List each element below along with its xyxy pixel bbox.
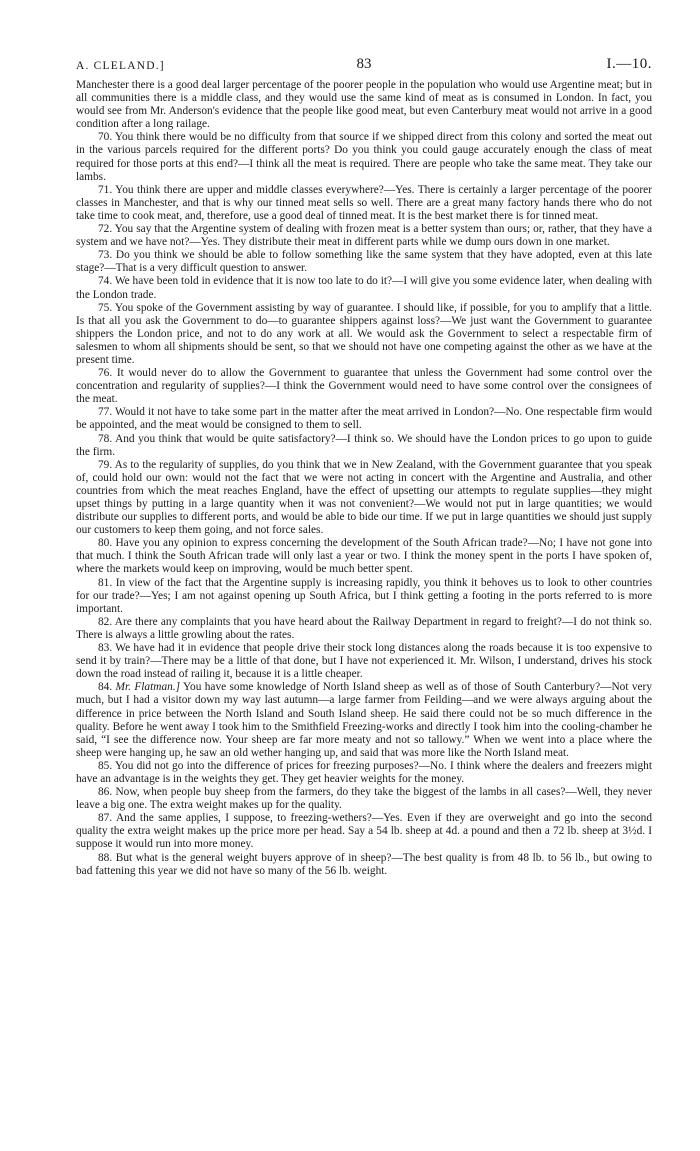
paragraph: 80. Have you any opinion to express concerning the development of the South African trade?—No; I have not gone into that much. I think the South African trade will only last a year or two. I think the money spent in the ports I have spoken of, where the markets would keep on improving, would be much better spent. <box>76 537 652 576</box>
paragraph: 75. You spoke of the Government assisting by way of guarantee. I should like, if possible, for you to amplify that a little. Is that all you ask the Government to do—to guarantee shippers against loss?—We just want the Government to guarantee shippers the London price, and not to do any work at all. We would ask the Government to select a respectable firm of salesmen to whom all shipments should be sent, so that we should not have one competing against the other as we have at the present time. <box>76 301 652 366</box>
paragraph: 76. It would never do to allow the Government to guarantee that unless the Government had some control over the concentration and regularity of supplies?—I think the Government would need to have some control over the consignees of the meat. <box>76 367 652 406</box>
paragraph: 82. Are there any complaints that you have heard about the Railway Department in regard to freight?—I do not think so. There is always a little growling about the rates. <box>76 615 652 641</box>
paragraph: 74. We have been told in evidence that it is now too late to do it?—I will give you some evidence later, when dealing with the London trade. <box>76 275 652 301</box>
paragraph: 73. Do you think we should be able to follow something like the same system that they have adopted, even at this late stage?—That is a very difficult question to answer. <box>76 249 652 275</box>
paragraph: 70. You think there would be no difficulty from that source if we shipped direct from this colony and sorted the meat out in the various parcels required for the different ports? Do you think you could gauge accurately enough the class of meat required for those ports at this end?—I think all the meat is required. There are people who take the same meat. They take our lambs. <box>76 131 652 183</box>
paragraph: 83. We have had it in evidence that people drive their stock long distances along the roads because it is too expensive to send it by train?—There may be a little of that done, but I have not experienced it. Mr. Wilson, I understand, drives his stock down the road instead of railing it, because it is a little cheaper. <box>76 642 652 681</box>
witness-name: A. CLELAND.] <box>76 60 165 72</box>
paragraph: 87. And the same applies, I suppose, to freezing-wethers?—Yes. Even if they are overweight and go into the second quality the extra weight makes up the price more per head. Say a 54 lb. sheep at 4d. a pound and then a 72 lb. sheep at 3½d. I suppose it would run into more money. <box>76 812 652 851</box>
paragraph: 78. And you think that would be quite satisfactory?—I think so. We should have the London prices to go upon to guide the firm. <box>76 432 652 458</box>
evidence-body <box>76 79 652 878</box>
paragraph: 88. But what is the general weight buyers approve of in sheep?—The best quality is from 48 lb. to 56 lb., but owing to bad fattening this year we did not have so many of the 56 lb. weight. <box>76 851 652 877</box>
paragraph: Manchester there is a good deal larger percentage of the poorer people in the population who would use Argentine meat; but in all communities there is a middle class, and they would use the same kind of meat as is consumed in London. In fact, you would see from Mr. Anderson's evidence that the people like good meat, but even Canterbury meat would not arrive in a good condition after a long railage. <box>76 79 652 131</box>
paragraph: 71. You think there are upper and middle classes everywhere?—Yes. There is certainly a larger percentage of the poorer classes in Manchester, and that is why our tinned meat sells so well. There are a great many factory hands there who do not take time to cook meat, and, therefore, use a good deal of tinned meat. It is the best market there is for tinned meat. <box>76 183 652 222</box>
paragraph: 85. You did not go into the difference of prices for freezing purposes?—No. I think where the dealers and freezers might have an advantage is in the weights they get. They get heavier weights for the money. <box>76 759 652 785</box>
paragraph: 86. Now, when people buy sheep from the farmers, do they take the biggest of the lambs in all cases?—Well, they never leave a big one. The extra weight makes up for the quality. <box>76 786 652 812</box>
page-header <box>76 52 652 76</box>
paragraph: 72. You say that the Argentine system of dealing with frozen meat is a better system than ours; or, rather, that they have a system and we have not?—Yes. They distribute their meat in different parts while we dump ours down in one market. <box>76 223 652 249</box>
page-number: 83 <box>356 56 372 72</box>
paragraph: 84. Mr. Flatman.] You have some knowledge of North Island sheep as well as of those of South Canterbury?—Not very much, but I had a visitor down my way last autumn—a large farmer from Feilding—and we were always arguing about the difference in price between the North Island and South Island sheep. He said there could not be so much difference in the quality. Before he went away I took him to the Smithfield Freezing-works and directly I took him into the cooling-chamber he said, “I see the difference now. Your sheep are far more meaty and not so tallowy.” When we went into a place where the sheep were hanging up, he saw an old wether hanging up, and said that was more like the North Island meat. <box>76 681 653 759</box>
paragraph: 79. As to the regularity of supplies, do you think that we in New Zealand, with the Government guarantee that you speak of, could hold our own: would not the fact that we were not acting in concert with the Argentine and Australia, and other countries from which the meat reaches England, have the effect of upsetting our attempts to regulate supplies—they might upset things by putting in a large quantity when it was not convenient?—We would not put in large quantities; we would distribute our supplies to different ports, and would be able to bide our time. If we put in large quantities we should just supply our customers to keep them going, and not force sales. <box>76 458 652 537</box>
paragraph: 81. In view of the fact that the Argentine supply is increasing rapidly, you think it behoves us to look to other countries for our trade?—Yes; I am not against opening up South Africa, but I think getting a footing in the ports referred to is more important. <box>76 576 652 615</box>
paragraph: 77. Would it not have to take some part in the matter after the meat arrived in London?—No. One respectable firm would be appointed, and the meat would be consigned to them to sell. <box>76 406 652 432</box>
document-reference: I.—10. <box>606 56 652 72</box>
speaker-name: Mr. Flatman.] <box>115 681 181 694</box>
